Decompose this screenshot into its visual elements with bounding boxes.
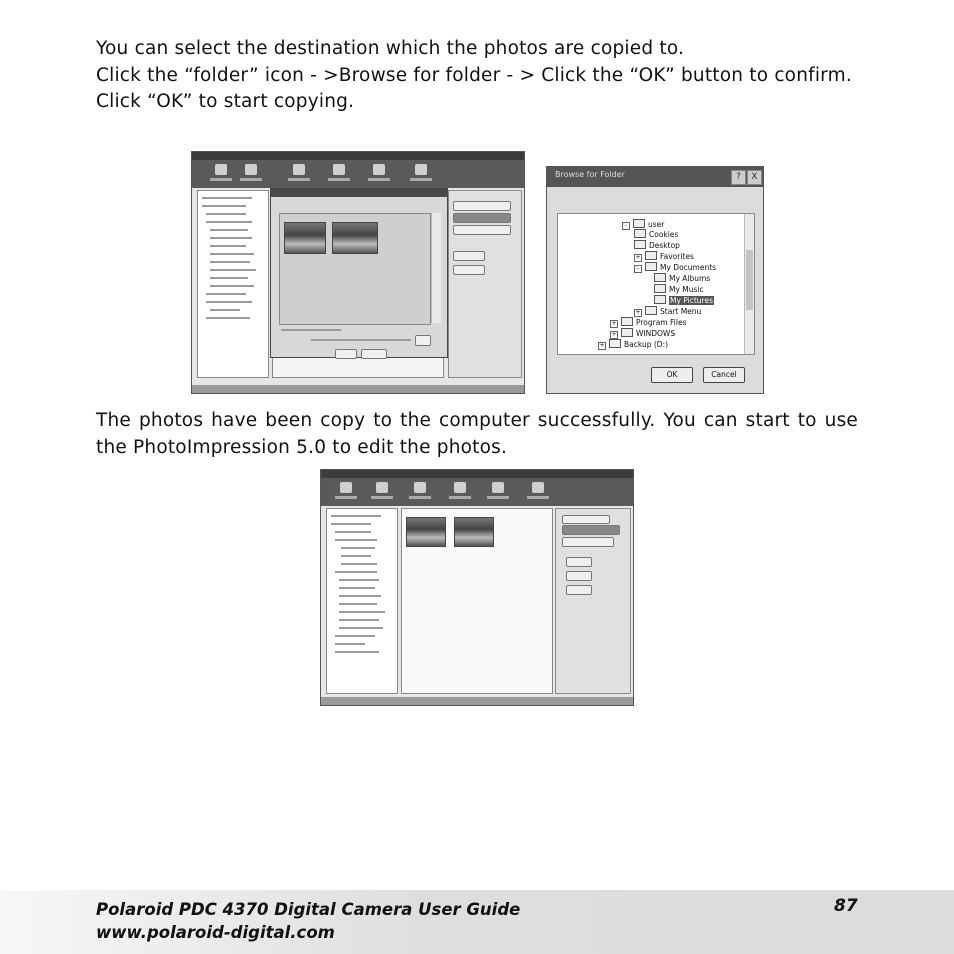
tree-item[interactable]: + Backup (D:) [599,340,669,349]
task-panel [555,508,631,694]
collections-icon [371,480,393,502]
app-title-bar [321,470,633,478]
instructions-paragraph [96,36,858,116]
folder-tree-panel [197,190,269,378]
photo-area-panel [401,508,553,694]
page-number: 87 [834,896,858,916]
cancel-button[interactable]: Cancel [703,367,745,383]
guide-title: Polaroid PDC 4370 Digital Camera User Guide [96,900,521,919]
tree-item[interactable]: + Program Files [611,318,687,327]
photo-thumbnail [284,222,326,254]
task-button[interactable] [453,213,511,223]
folder-tree-scrollbar[interactable] [744,214,754,354]
task-button[interactable] [453,201,511,211]
copy-dialog-scrollbar[interactable] [431,213,441,323]
task-button[interactable] [453,251,485,261]
instruction-line-1: You can select the destination which the photos are copied to. [96,38,685,59]
task-button[interactable] [562,537,614,547]
success-paragraph [96,408,858,461]
task-button[interactable] [453,225,511,235]
browse-dialog-title: Browse for Folder [555,170,625,179]
tree-item[interactable]: - user [622,219,664,230]
task-button[interactable] [562,525,620,535]
copy-cancel-button[interactable] [361,349,387,359]
task-button[interactable] [566,571,592,581]
task-button[interactable] [566,557,592,567]
help-button[interactable]: ? [731,170,746,185]
status-bar [321,697,633,705]
get-photos-icon [210,162,232,184]
instruction-line-3: Click “OK” to start copying. [96,91,355,112]
photo-thumbnail[interactable] [406,517,446,547]
tree-item[interactable]: + Start Menu [635,307,702,316]
create-icon [288,162,310,184]
tree-item[interactable]: - My Documents [634,262,716,273]
screenshot-browse-for-folder [546,166,764,394]
tree-item[interactable]: My Music [654,284,704,295]
photo-thumbnail [332,222,378,254]
email-icon [410,162,432,184]
collections-icon [240,162,262,184]
projects-icon [328,162,350,184]
tree-item[interactable]: + WINDOWS [611,329,676,338]
tree-item[interactable]: Cookies [634,229,678,240]
status-bar [192,385,524,393]
task-button[interactable] [566,585,592,595]
page-footer [0,890,954,954]
app-title-bar [192,152,524,160]
copy-photos-dialog [270,188,448,358]
instruction-line-2: Click the “folder” icon - >Browse for folder - > Click the “OK” button to confirm. [96,64,852,86]
tree-item[interactable]: + Favorites [635,252,694,261]
folder-tree [557,213,755,355]
task-panel [448,190,522,378]
projects-icon [449,480,471,502]
screenshot-photoimpression-copy [191,151,525,394]
task-button[interactable] [562,515,610,524]
success-text: The photos have been copy to the computer successfully. You can start to use the PhotoImpression 5.0 to edit the photos. [96,410,858,458]
copy-ok-button[interactable] [335,349,357,359]
task-button[interactable] [453,265,485,275]
print-icon [368,162,390,184]
tree-item[interactable]: Desktop [634,240,680,251]
photo-thumbnail[interactable] [454,517,494,547]
tree-item-selected[interactable]: My Pictures [654,295,714,306]
close-button[interactable]: X [747,170,762,185]
ok-button[interactable]: OK [651,367,693,383]
folder-tree-panel [326,508,398,694]
create-icon [409,480,431,502]
print-icon [487,480,509,502]
email-icon [527,480,549,502]
app-toolbar [321,478,633,506]
folder-button[interactable] [415,335,431,346]
browse-dialog-title-bar [547,167,763,187]
copy-dialog-photo-list [279,213,431,325]
tree-item[interactable]: My Albums [654,273,710,284]
app-toolbar [192,160,524,188]
screenshot-photoimpression-result [320,469,634,706]
get-photos-icon [335,480,357,502]
website-url: www.polaroid-digital.com [96,923,335,942]
